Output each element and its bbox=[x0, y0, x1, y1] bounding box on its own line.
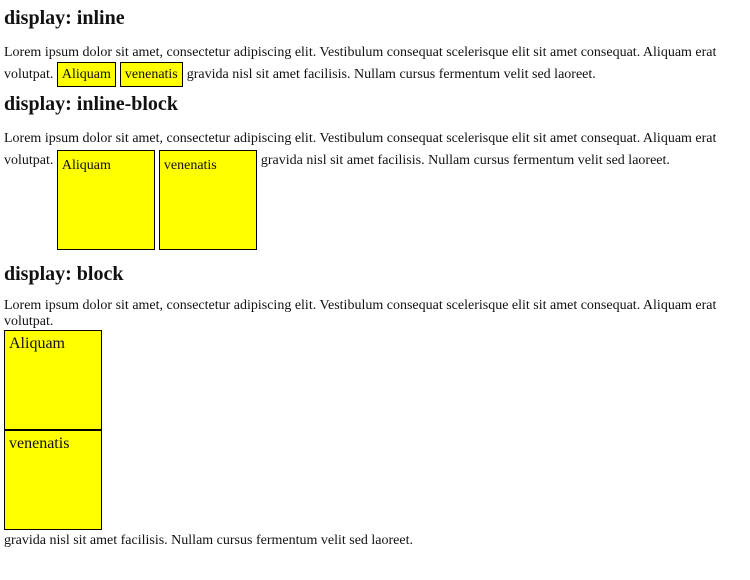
paragraph-block-text-after: gravida nisl sit amet facilisis. Nullam cursus fermentum velit sed laoreet. bbox=[4, 533, 414, 548]
paragraph-inline-text-before: Lorem ipsum dolor sit amet, consectetur adipiscing elit. Vestibulum consequat scelerisque elit sit amet consequat. Aliquam erat volutpat. bbox=[4, 45, 717, 82]
page bbox=[0, 6, 750, 552]
heading-display-inline: display: inline bbox=[4, 7, 125, 29]
block-box-aliquam: Aliquam bbox=[4, 330, 102, 430]
paragraph-inline-block-text-before: Lorem ipsum dolor sit amet, consectetur adipiscing elit. Vestibulum consequat scelerisque elit sit amet consequat. Aliquam erat volutpat. bbox=[4, 131, 717, 168]
section-display-inline bbox=[4, 6, 746, 86]
block-box-venenatis: venenatis bbox=[4, 430, 102, 530]
heading-display-inline-block: display: inline-block bbox=[4, 93, 178, 115]
inline-box-venenatis: venenatis bbox=[120, 62, 183, 87]
section-display-inline-block bbox=[4, 92, 746, 250]
heading-display-block: display: block bbox=[4, 263, 124, 285]
paragraph-block-text-before: Lorem ipsum dolor sit amet, consectetur adipiscing elit. Vestibulum consequat scelerisque elit sit amet consequat. Aliquam erat volutpat. bbox=[4, 298, 717, 329]
inline-box-aliquam: Aliquam bbox=[57, 62, 116, 87]
inline-block-box-aliquam: Aliquam bbox=[57, 150, 155, 250]
paragraph-inline-block-text-after: gravida nisl sit amet facilisis. Nullam cursus fermentum velit sed laoreet. bbox=[260, 153, 670, 168]
paragraph-inline-text-after: gravida nisl sit amet facilisis. Nullam cursus fermentum velit sed laoreet. bbox=[186, 67, 596, 82]
paragraph-inline-block bbox=[4, 128, 746, 250]
paragraph-inline bbox=[4, 42, 746, 86]
inline-block-box-venenatis: venenatis bbox=[159, 150, 257, 250]
section-display-block bbox=[4, 262, 746, 552]
